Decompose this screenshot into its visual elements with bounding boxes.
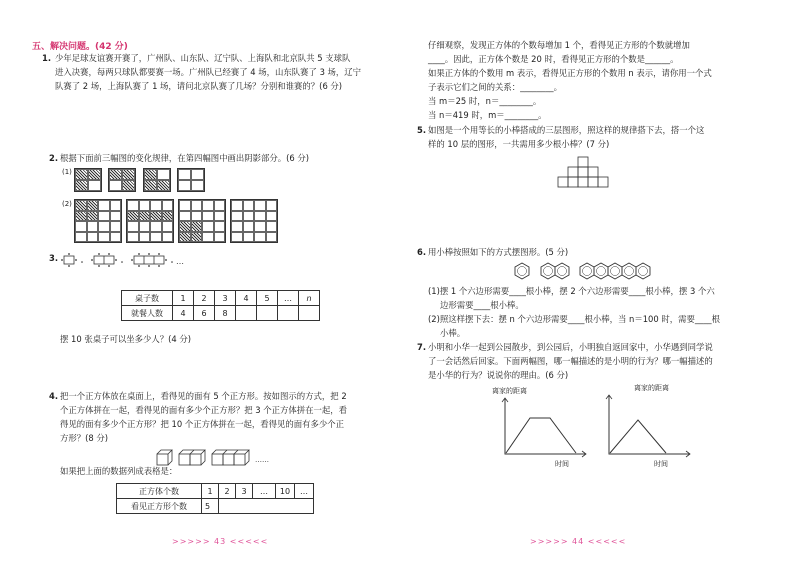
q7-line1: 小明和小华一起到公园散步，到公园后，小明独自返回家中，小华遇到同学说	[428, 342, 713, 352]
q7-number: 7.	[417, 342, 427, 352]
table-cell	[278, 306, 299, 321]
q4-cont-line3: 如果正方体的个数用 m 表示，看得见正方形的个数用 n 表示，请你用一个式	[428, 68, 712, 78]
chart2-ylabel: 离家的距离	[634, 384, 669, 392]
q7-line3: 是小华的行为？说说你的理由。(6 分)	[428, 370, 569, 380]
table-cell	[219, 499, 314, 514]
table-row	[117, 484, 314, 499]
chart1-ylabel: 离家的距离	[492, 387, 527, 395]
table-cell: n	[299, 291, 320, 306]
table-cell: 6	[194, 306, 215, 321]
page-number-left: >>>>> 43 <<<<<	[172, 537, 269, 546]
q4-cont-line4: 子表示它们之间的关系：________。	[428, 82, 562, 92]
q7-line2: 了一会话然后回家。下面两幅图，哪一幅描述的是小明的行为？哪一幅描述的	[428, 356, 713, 366]
table-cell: …	[295, 484, 314, 499]
q4-table-intro: 如果把上面的数据列成表格是：	[60, 466, 178, 476]
table-cell	[299, 306, 320, 321]
q1-line2: 进入决赛，每两只球队都要赛一场。广州队已经赛了 4 场，山东队赛了 3 场，辽宁	[55, 67, 362, 77]
q3-table	[121, 290, 320, 321]
q6-line1: (1)摆 1 个六边形需要____根小棒，摆 2 个六边形需要____根小棒，摆 3 个六	[428, 286, 715, 296]
q2-number: 2.	[49, 153, 59, 163]
table-cell: …	[253, 484, 276, 499]
q2-label1: (1)	[62, 168, 72, 176]
chart1-graph	[500, 396, 590, 458]
chart1-xlabel: 时间	[555, 460, 569, 468]
table-cell: 4	[236, 291, 257, 306]
table-row	[122, 291, 320, 306]
q4-line2: 个正方体拼在一起，看得见的面有多少个正方形？把 3 个正方体拼在一起，看	[60, 405, 348, 415]
q1-line3: 队赛了 2 场，上海队赛了 1 场，请问北京队赛了几场？分别和谁赛的？(6 分)	[55, 81, 343, 91]
table-cell: 桌子数	[122, 291, 173, 306]
q4-number: 4.	[49, 391, 59, 401]
q4-line1: 把一个正方体放在桌面上，看得见的面有 5 个正方形。按如图示的方式，把 2	[60, 391, 347, 401]
table-cell: 3	[236, 484, 253, 499]
table-cell: 看见正方形个数	[117, 499, 202, 514]
table-cell: 2	[194, 291, 215, 306]
q5-line1: 如图是一个用等长的小棒搭成的三层图形，照这样的规律搭下去，搭一个这	[428, 125, 705, 135]
q3-ellipsis: …	[176, 257, 184, 266]
q5-number: 5.	[417, 125, 427, 135]
table-cell: 1	[173, 291, 194, 306]
table-cell: 10	[276, 484, 295, 499]
table-cell: 5	[257, 291, 278, 306]
q5-line2: 样的 10 层的图形，一共需用多少根小棒？(7 分)	[428, 139, 610, 149]
q4-cont-line5: 当 m＝25 时，n＝________。	[428, 96, 542, 106]
table-cell: 就餐人数	[122, 306, 173, 321]
q3-number: 3.	[49, 253, 59, 263]
q2-label2: (2)	[62, 200, 72, 208]
q4-table	[116, 483, 314, 514]
chart2-graph	[604, 393, 694, 458]
page-number-right: >>>>> 44 <<<<<	[530, 537, 627, 546]
q3-question: 摆 10 张桌子可以坐多少人？(4 分)	[60, 334, 192, 344]
q4-line3: 得见的面有多少个正方形？把 10 个正方体拼在一起，看得见的面有多少个正	[60, 419, 344, 429]
right-page	[400, 0, 800, 579]
chart2-xlabel: 时间	[654, 460, 668, 468]
section-title: 五、解决问题。(42 分)	[32, 42, 128, 52]
q4-line4: 方形？(8 分)	[60, 433, 109, 443]
table-cell: 正方体个数	[117, 484, 202, 499]
q6-line2: 边形需要____根小棒。	[440, 300, 524, 310]
table-cell: 1	[202, 484, 219, 499]
q4-ellipsis: ……	[255, 456, 269, 464]
q1-number: 1.	[42, 53, 52, 63]
q2-text: 根据下面前三幅图的变化规律，在第四幅图中画出阴影部分。(6 分)	[60, 153, 310, 163]
table-cell: …	[278, 291, 299, 306]
table-cell: 3	[215, 291, 236, 306]
q4-cont-line1: 仔细观察，发现正方体的个数每增加 1 个，看得见正方形的个数就增加	[428, 40, 690, 50]
table-row	[117, 499, 314, 514]
table-cell: 8	[215, 306, 236, 321]
q3-table-dot-figures	[60, 250, 200, 272]
table-cell: 4	[173, 306, 194, 321]
q6-number: 6.	[417, 247, 427, 257]
q6-line3: (2)照这样摆下去：摆 n 个六边形需要____根小棒，当 n＝100 时，需要____根	[428, 314, 720, 324]
table-cell	[236, 306, 257, 321]
table-cell	[257, 306, 278, 321]
table-cell: 2	[219, 484, 236, 499]
q4-cont-line2: ____。因此，正方体个数是 20 时，看得见正方形的个数是______。	[428, 54, 679, 64]
table-row	[122, 306, 320, 321]
table-cell: 5	[202, 499, 219, 514]
q5-stick-figure	[548, 155, 628, 191]
q1-line1: 少年足球友谊赛开赛了，广州队、山东队、辽宁队、上海队和北京队共 5 支球队	[55, 53, 351, 63]
q6-line4: 小棒。	[440, 328, 466, 338]
q6-text: 用小棒按照如下的方式摆图形。(5 分)	[428, 247, 569, 257]
q6-hexagon-figures	[512, 259, 672, 285]
q4-cont-line6: 当 n＝419 时，m＝________。	[428, 110, 547, 120]
